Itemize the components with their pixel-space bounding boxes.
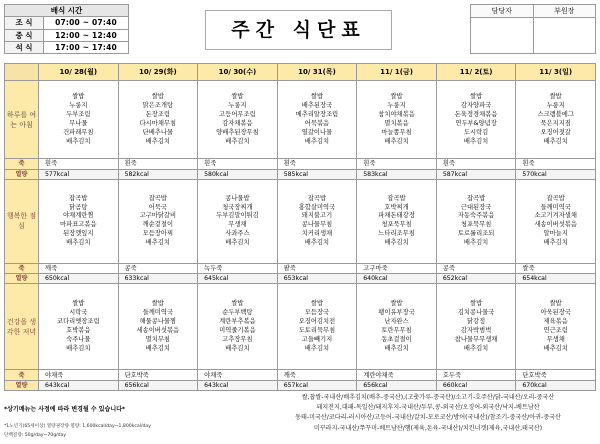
breakfast-menu-cell — [357, 81, 437, 159]
menu-item: 토란무무침 — [381, 326, 412, 334]
menu-item: 미역줄기볶음 — [219, 326, 256, 334]
breakfast-menu-cell — [39, 81, 119, 159]
breakfast-calorie-cell: 587kcal — [436, 169, 516, 179]
menu-item: 홍합살미역국 — [298, 203, 336, 211]
calorie-label: 열량 — [5, 380, 39, 390]
approval-label-manager: 담당자 — [471, 5, 534, 18]
menu-item: 어묵볶음 — [304, 119, 330, 127]
lunch-calorie-cell: 654kcal — [516, 274, 596, 284]
breakfast-porridge-cell: 흰죽 — [39, 159, 119, 169]
menu-item: 참나물무무생채 — [454, 335, 498, 343]
origin-line: 돼지전지,대패-독일산/돼지후지-국내산/두부,콩-외국산/오징어-외국산/낙지-베트남산 — [316, 404, 540, 412]
lunch-calorie-cell: 652kcal — [436, 274, 516, 284]
dinner-menu-cell — [436, 284, 516, 370]
breakfast-section-label: 하루를 여는 아침 — [5, 81, 39, 159]
page-title: 주간 식단표 — [205, 10, 392, 50]
lunch-calorie-cell: 650kcal — [39, 274, 119, 284]
menu-item: 자동숙주볶음 — [457, 212, 495, 220]
menu-item: 배추김치 — [225, 137, 250, 145]
dinner-porridge-cell: 계란야채죽 — [357, 370, 437, 380]
protein-guideline: 단백질량: 50g/day~70g/day — [4, 433, 67, 438]
menu-item: 건파래무침 — [63, 128, 94, 136]
lunch-menu-cell — [277, 179, 357, 263]
date-header: 10/ 29(화) — [118, 64, 198, 81]
calorie-guideline: *1노년기(65세이상) 열량권장량 열량: 1,600kcal/day~1,800kcal/day — [4, 424, 151, 429]
menu-item: 쌀밥 — [151, 300, 164, 308]
menu-item: 잡곡밥 — [148, 194, 167, 202]
menu-item: 돼지불고기 — [301, 212, 333, 220]
menu-item: 배추김치 — [225, 344, 250, 352]
breakfast-porridge-cell: 흰죽 — [118, 159, 198, 169]
menu-item: 깨순겉절이 — [142, 221, 174, 229]
lunch-menu-cell — [357, 179, 437, 263]
menu-item: 쌀밥 — [390, 93, 403, 101]
menu-item: 배추김치 — [66, 137, 91, 145]
menu-item: 누룽지 — [546, 102, 565, 110]
dinner-calorie-cell: 657kcal — [277, 380, 357, 390]
menu-item: 무나물 — [69, 119, 88, 127]
dinner-section-label: 건강을 생각한 저녁 — [5, 284, 39, 370]
origin-line: 미꾸라지-국내산/쭈꾸미-베트남산/햄(제육,돈육-국내산)/치킨너겟(제육,국내산,태국산) — [313, 424, 543, 432]
menu-item: 새송이버섯볶음 — [534, 221, 577, 229]
menu-item: 콩나물밥 — [225, 194, 250, 202]
menu-item: 배추김치 — [463, 344, 489, 352]
breakfast-calorie-cell: 570kcal — [516, 169, 596, 179]
signature-box-vice-director[interactable] — [533, 18, 596, 54]
lunch-porridge-cell: 팥죽 — [277, 263, 357, 273]
meal-time-value: 12:00 ~ 12:40 — [44, 29, 129, 41]
menu-item: 청국장찌개 — [222, 203, 253, 211]
menu-item: 잡곡밥 — [69, 194, 88, 202]
breakfast-menu-cell — [516, 81, 596, 159]
menu-item: 감자양파국 — [460, 102, 492, 110]
menu-item: 도토리묵무침 — [298, 326, 336, 334]
origin-line: 쌀,찹쌀-국내산/배추김치(배추-중국산),(고춧가루-중국산)/소고기-호주산/닭-국내산/오리-중국산 — [301, 394, 555, 401]
breakfast-menu-cell — [277, 81, 357, 159]
breakfast-porridge-cell: 흰죽 — [357, 159, 437, 169]
menu-item: 닭강정 — [466, 318, 486, 326]
date-header: 10/ 30(수) — [198, 64, 278, 81]
signature-box-manager[interactable] — [471, 18, 534, 54]
approval-label-vice-director: 부원장 — [533, 5, 596, 18]
lunch-menu-cell — [436, 179, 516, 263]
lunch-porridge-cell: 깨죽 — [39, 263, 119, 273]
menu-item: 고추장무침 — [222, 335, 253, 343]
porridge-label: 죽 — [5, 159, 39, 169]
lunch-porridge-cell: 녹두죽 — [198, 263, 278, 273]
menu-item: 배추김치 — [384, 137, 409, 145]
dinner-calorie-cell: 670kcal — [516, 380, 596, 390]
menu-item: 고구마닭갈비 — [139, 212, 177, 220]
breakfast-porridge-cell: 흰죽 — [198, 159, 278, 169]
menu-item: 치커리생채 — [301, 230, 333, 238]
menu-item: 고들빼기지 — [301, 335, 333, 343]
menu-item: 토로롤리조되 — [457, 230, 495, 238]
menu-item: 누룽지 — [69, 102, 88, 110]
dinner-menu-cell — [39, 284, 119, 370]
menu-item: 연근조림 — [543, 326, 568, 334]
breakfast-porridge-cell: 흰죽 — [277, 159, 357, 169]
meal-time-label: 중 식 — [5, 29, 44, 41]
dinner-porridge-cell: 깨죽 — [277, 370, 357, 380]
menu-item: 누룽지 — [387, 102, 406, 110]
menu-item: 난자완스 — [384, 318, 409, 326]
menu-item: 쌀밥 — [231, 300, 244, 308]
breakfast-calorie-cell: 577kcal — [39, 169, 119, 179]
menu-item: 쌀밥 — [310, 93, 324, 101]
origin-line: 동태-미국산/코다리-러시아산/고등어-국내산/갈치-모로코산/방어(국내산)/참조기-중국산/아귀-중국산 — [295, 414, 561, 422]
approval-table — [470, 4, 596, 54]
menu-item: 들깨미역국 — [540, 203, 571, 211]
menu-item: 코다리옛장조림 — [56, 318, 100, 326]
menu-item: 배추김치 — [66, 239, 91, 247]
menu-item: 배추김치 — [543, 239, 568, 247]
menu-item: 쌀밥 — [549, 300, 562, 308]
menu-item: 연두부&양념장 — [455, 119, 497, 127]
lunch-porridge-cell: 콩죽 — [436, 263, 516, 273]
menu-item: 참치야채볶음 — [378, 110, 415, 118]
menu-item: 감자박범벅 — [460, 326, 492, 334]
menu-item: 돈육정경채볶음 — [454, 110, 498, 118]
date-header: 11/ 1(금) — [357, 64, 437, 81]
menu-item: 팽이유부장국 — [378, 309, 415, 317]
porridge-label: 죽 — [5, 263, 39, 273]
menu-item: 해물콩나물찜 — [139, 318, 177, 326]
meal-time-value: 07:00 ~ 07:40 — [44, 17, 129, 29]
menu-item: 단배추나물 — [142, 128, 174, 136]
lunch-porridge-cell: 고구마죽 — [357, 263, 437, 273]
menu-item: 야채계란찜 — [63, 212, 94, 220]
menu-item: 쌀밥 — [549, 93, 562, 101]
menu-item: 두부조림 — [66, 110, 91, 118]
menu-item: 닭곰탕 — [69, 203, 88, 211]
menu-item: 누룽지 — [228, 102, 247, 110]
dinner-menu-cell — [118, 284, 198, 370]
menu-item: 쌀밥 — [470, 93, 483, 101]
menu-item: 쌀밥 — [310, 300, 324, 308]
menu-item: 무생채 — [546, 335, 565, 343]
dinner-menu-cell — [516, 284, 596, 370]
menu-item: 쌀밥 — [72, 300, 85, 308]
menu-item: 제육볶음 — [543, 318, 568, 326]
menu-item: 배추김치 — [66, 344, 91, 352]
menu-item: 쌀밥 — [151, 93, 164, 101]
menu-item: 오징어김치전 — [298, 318, 336, 326]
menu-item: 숙주나물 — [66, 335, 91, 343]
dinner-menu-cell — [357, 284, 437, 370]
menu-item: 스크램블에그 — [537, 110, 574, 118]
porridge-label: 죽 — [5, 370, 39, 380]
dinner-porridge-cell: 단호박죽 — [118, 370, 198, 380]
menu-item: 배추김치 — [384, 344, 409, 352]
menu-change-notice: *상기메뉴는 사정에 따라 변경될 수 있습니다* — [4, 406, 126, 413]
menu-item: 세송이버섯볶음 — [136, 326, 180, 334]
menu-item: 느타리조무침 — [378, 230, 415, 238]
menu-item: 쌀밥 — [390, 300, 403, 308]
menu-item: 어묵국 — [148, 203, 167, 211]
menu-item: 사과주스 — [225, 230, 250, 238]
dinner-calorie-cell: 656kcal — [118, 380, 198, 390]
lunch-menu-cell — [516, 179, 596, 263]
menu-item: 호박찌개 — [384, 203, 409, 211]
menu-item: 배추김치 — [304, 344, 330, 352]
menu-item: 도시락김 — [463, 128, 489, 136]
dinner-calorie-cell: 660kcal — [436, 380, 516, 390]
lunch-porridge-cell: 쌀죽 — [516, 263, 596, 273]
lunch-calorie-cell: 653kcal — [277, 274, 357, 284]
breakfast-menu-cell — [436, 81, 516, 159]
menu-item: 쌀밥 — [470, 300, 483, 308]
breakfast-menu-cell — [198, 81, 278, 159]
menu-item: 콩나물무침 — [301, 221, 333, 229]
menu-item: 호박볶음 — [66, 326, 91, 334]
menu-item: 근대된장국 — [460, 203, 492, 211]
menu-item: 배추김치 — [463, 239, 489, 247]
calorie-label: 열량 — [5, 274, 39, 284]
menu-item: 청포묵무침 — [460, 221, 492, 229]
lunch-calorie-cell: 640kcal — [357, 274, 437, 284]
menu-item: 멸치무침 — [145, 335, 171, 343]
lunch-section-label: 행복한 점심 — [5, 179, 39, 263]
menu-item: 배추김치 — [543, 344, 568, 352]
menu-item: 배추김치 — [304, 137, 330, 145]
menu-item: 모듬장아찌 — [142, 230, 174, 238]
menu-item: 된장깻잎지 — [63, 230, 94, 238]
breakfast-calorie-cell: 582kcal — [118, 169, 198, 179]
menu-item: 배추김치 — [463, 137, 489, 145]
menu-item: 잡곡밥 — [466, 194, 486, 202]
menu-item: 순두부백탕 — [222, 309, 253, 317]
meal-time-label: 조 식 — [5, 17, 44, 29]
lunch-calorie-cell: 645kcal — [198, 274, 278, 284]
breakfast-porridge-cell: 흰죽 — [436, 159, 516, 169]
menu-item: 두부김말이튀김 — [216, 212, 259, 220]
menu-item: 열갈이나물 — [301, 128, 333, 136]
menu-item: 김치콩나물국 — [457, 309, 495, 317]
menu-item: 쌀밥 — [231, 93, 244, 101]
dinner-porridge-cell: 야채죽 — [198, 370, 278, 380]
dinner-menu-cell — [277, 284, 357, 370]
menu-item: 계란부추볶음 — [219, 318, 256, 326]
menu-item: 알마늘지 — [543, 230, 568, 238]
menu-item: 고등어무조림 — [219, 110, 256, 118]
menu-item: 다시마채무침 — [139, 119, 177, 127]
dinner-calorie-cell: 643kcal — [198, 380, 278, 390]
menu-item: 배추된장국 — [301, 102, 333, 110]
meal-time-header: 배식 시간 — [5, 5, 129, 17]
breakfast-porridge-cell: 흰죽 — [516, 159, 596, 169]
menu-item: 들깨미역국 — [142, 309, 174, 317]
menu-item: 시락국 — [69, 309, 88, 317]
menu-item: 마늘쫑무침 — [381, 128, 412, 136]
menu-item: 메추리알장조림 — [295, 110, 339, 118]
menu-item: 오징어젓갈 — [540, 128, 571, 136]
date-header: 10/ 28(월) — [39, 64, 119, 81]
menu-item: 청포묵무침 — [381, 221, 412, 229]
lunch-menu-cell — [198, 179, 278, 263]
menu-item: 맑은조개탕 — [142, 102, 174, 110]
dinner-menu-cell — [198, 284, 278, 370]
dinner-calorie-cell: 656kcal — [357, 380, 437, 390]
lunch-menu-cell — [39, 179, 119, 263]
lunch-menu-cell — [118, 179, 198, 263]
menu-item: 쌀밥 — [72, 93, 85, 101]
menu-item: 배추김치 — [543, 137, 568, 145]
menu-item: 소고기겨자샐채 — [534, 212, 577, 220]
lunch-calorie-cell: 633kcal — [118, 274, 198, 284]
menu-item: 모듬장국 — [304, 309, 330, 317]
meal-time-table — [4, 4, 129, 54]
date-header: 11/ 3(일) — [516, 64, 596, 81]
menu-item: 배추김치 — [145, 344, 171, 352]
menu-item: 배추김치 — [304, 239, 330, 247]
menu-item: 무생채 — [228, 221, 247, 229]
ingredient-origin-info — [258, 393, 598, 434]
menu-item: 배추김치 — [145, 239, 171, 247]
weekly-menu-table — [4, 63, 596, 391]
corner-cell — [5, 64, 39, 81]
menu-item: 배추김치 — [384, 239, 409, 247]
calorie-label: 열량 — [5, 169, 39, 179]
date-header: 10/ 31(목) — [277, 64, 357, 81]
menu-item: 잡곡밥 — [387, 194, 406, 202]
menu-item: 묵은지지짐 — [540, 119, 571, 127]
lunch-porridge-cell: 콩죽 — [118, 263, 198, 273]
breakfast-calorie-cell: 585kcal — [277, 169, 357, 179]
date-header: 11/ 2(토) — [436, 64, 516, 81]
dinner-porridge-cell: 야채죽 — [39, 370, 119, 380]
menu-item: 배추김치 — [225, 239, 250, 247]
menu-item: 양배추된장무침 — [216, 128, 259, 136]
breakfast-calorie-cell: 583kcal — [357, 169, 437, 179]
menu-item: 잡곡밥 — [546, 194, 565, 202]
dinner-calorie-cell: 643kcal — [39, 380, 119, 390]
menu-item: 돈장조림 — [145, 110, 171, 118]
meal-time-label: 석 식 — [5, 41, 44, 53]
meal-time-value: 17:00 ~ 17:40 — [44, 41, 129, 53]
menu-item: 배추김치 — [145, 137, 171, 145]
menu-item: 동초겉절이 — [381, 335, 412, 343]
dinner-porridge-cell: 호두죽 — [436, 370, 516, 380]
menu-item: 아욱된장국 — [540, 309, 571, 317]
menu-item: 잡곡밥 — [307, 194, 327, 202]
menu-item: 멸치볶음 — [384, 119, 409, 127]
breakfast-calorie-cell: 580kcal — [198, 169, 278, 179]
menu-item: 파채돈태강정 — [378, 212, 415, 220]
breakfast-menu-cell — [118, 81, 198, 159]
dinner-porridge-cell: 단호박죽 — [516, 370, 596, 380]
menu-item: 감자채볶음 — [222, 119, 253, 127]
menu-item: 마파표고볶음 — [60, 221, 97, 229]
